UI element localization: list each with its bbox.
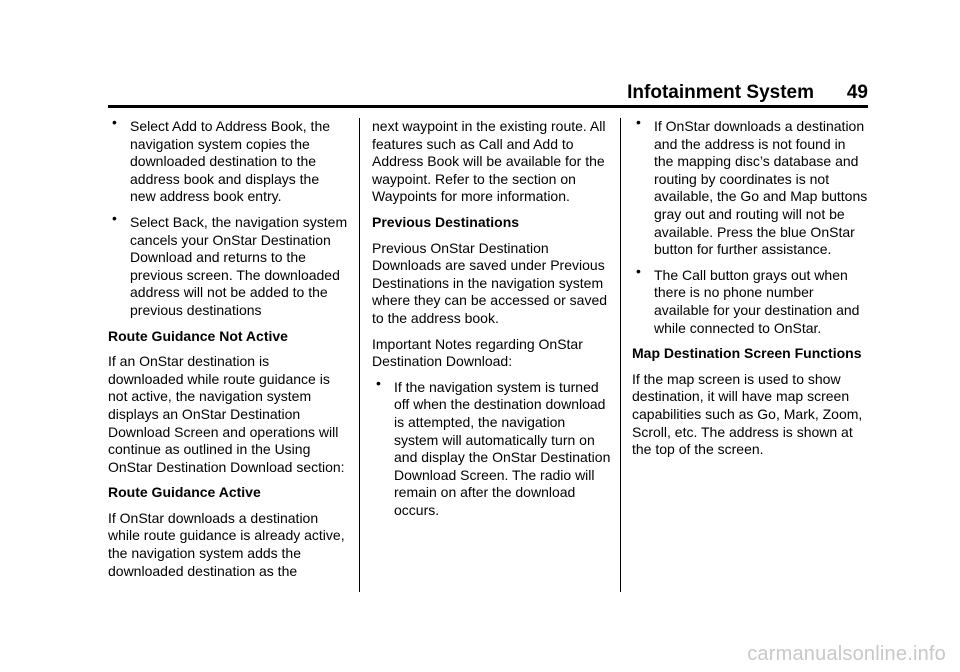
- paragraph: Important Notes regarding OnStar Destination Download:: [372, 335, 583, 370]
- paragraph: next waypoint in the existing route. All features such as Call and Add to Address Book will be available for the waypoint. Refer to the section on Waypoints for more information.: [372, 118, 606, 205]
- bullet-item: • Select Add to Address Book, the navigation system copies the downloaded destination to the address book and displays the new address book entry.: [108, 118, 348, 206]
- subheading: Map Destination Screen Functions: [632, 345, 862, 362]
- header-rule: [108, 105, 868, 108]
- paragraph: If the map screen is used to show destination, it will have map screen capabilities such as Go, Mark, Zoom, Scroll, etc. The address is shown at the top of the screen.: [632, 370, 863, 458]
- column-divider: [620, 118, 621, 592]
- bullet-item: • If the navigation system is turned off when the destination download is attempted, the navigation system will automatically turn on and display the OnStar Destination Download Screen. The radio will remain on after the download occurs.: [372, 379, 612, 520]
- subheading: Previous Destinations: [372, 213, 520, 230]
- column-3: [632, 118, 868, 467]
- watermark-text: carmanualsonline.info: [747, 643, 946, 665]
- section-title: Infotainment System: [627, 82, 814, 103]
- subheading: Route Guidance Active: [108, 484, 261, 501]
- column-divider: [359, 118, 360, 592]
- column-2: [372, 118, 612, 527]
- bullet-item: • If OnStar downloads a destination and the address is not found in the mapping disc’s database and routing by coordinates is not available, the Go and Map buttons gray out and routing will not be available. Press the blue OnStar button for further assistance.: [632, 118, 868, 259]
- subheading: Route Guidance Not Active: [108, 327, 288, 344]
- column-1: [108, 118, 348, 588]
- paragraph: If an OnStar destination is downloaded while route guidance is not active, the navigation system displays an OnStar Destination Download Screen and operations will continue as outlined in the Using OnStar Destination Download section:: [108, 353, 345, 475]
- paragraph: If OnStar downloads a destination while route guidance is already active, the navigation system adds the downloaded destination as the: [108, 509, 345, 579]
- page-header: [108, 78, 868, 106]
- bullet-item: • Select Back, the navigation system cancels your OnStar Destination Download and returns to the previous screen. The downloaded address will not be added to the previous destinations: [108, 214, 348, 320]
- paragraph: Previous OnStar Destination Downloads are saved under Previous Destinations in the navigation system where they can be accessed or saved to the address book.: [372, 239, 608, 326]
- page-number: 49: [846, 82, 868, 103]
- bullet-item: • The Call button grays out when there is no phone number available for your destination and while connected to OnStar.: [632, 267, 868, 337]
